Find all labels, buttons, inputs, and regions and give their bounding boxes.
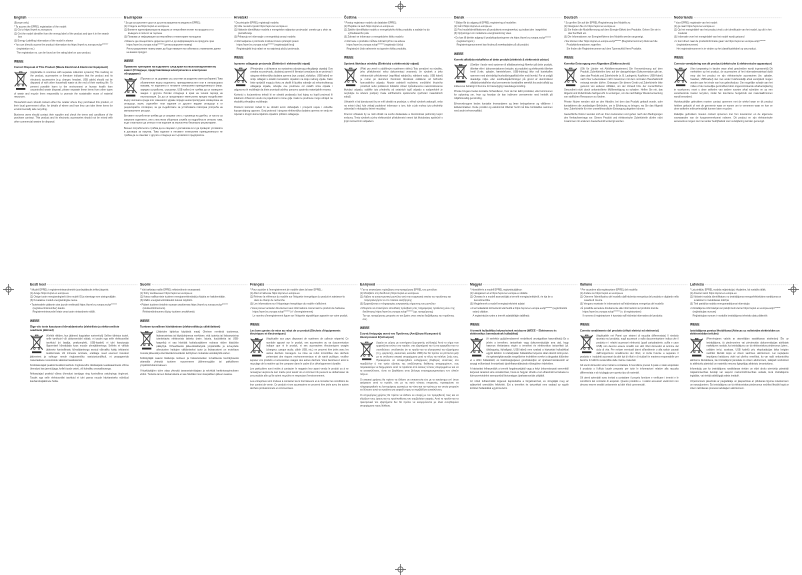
- registration-note: Регистрационният номер може да бъде намерен на табелката с номинални данни на вашия продукт.: [124, 47, 223, 54]
- weee-paragraph: Uživatelé z řad domácností by se měli obrátit na prodejce, u něhož výrobek zakoupili, nebo na místní úřad, kde získají podrobné informace o tom, kde a jak mohou tyto předměty odevzdat k ekologicky šetrné recyklaci.: [344, 100, 443, 111]
- eprel-step: (1) Andare su https://eprel.ec.europa.eu: [580, 292, 679, 296]
- weee-paragraph: Yrityskäyttäjien tulee ottaa yhteyttä tavarantoimittajaan ja selvittää hankintasopimuksen ehdot. Tuotetta tai sen lisävarusteita ei saa hävittää muun kaupallisen jätteen seassa.: [140, 369, 239, 376]
- weee-paragraph: Private brugere bedes kontakte forhandleren, hvor de har købt produktet, eller kommunen for oplysning om, hvor og hvordan de kan indlevere ovennævnte med henblik på miljøforsvarlig genvinding.: [454, 90, 553, 101]
- weee-paragraphs: [360, 341, 459, 408]
- weee-body: [30, 334, 129, 383]
- eprel-intro: * Pour accéder à l'enregistrement de modèle dans la base EPREL :: [250, 288, 349, 292]
- weee-crossed-bin-icon: [470, 338, 483, 357]
- language-name: English: [14, 16, 28, 20]
- weee-paragraph: Gli utenti domestici sono invitati a contattare il rivenditore presso il quale è stato acquistato il prodotto o l'ufficio locale preposto per tutte le informazioni relative alla raccolta differenziata e al riciclaggio per questo tipo di materiali.: [580, 364, 679, 375]
- eprel-step: (2) Nabavite identifikator modela s energetske naljepnice proizvoda i unesite ga u okvir za pretraživanje: [234, 28, 333, 35]
- registration-note: A regisztrációs szám a termék adattábláján található.: [470, 314, 569, 318]
- weee-title: Izstrādājuma pareiza likvidēšana (Attiecas uz nolietotām elektriskām un elektroniskām ierīcēm): [690, 329, 789, 336]
- eprel-steps: [344, 25, 443, 39]
- registration-mark-icon-bottom: [395, 564, 406, 575]
- eprel-steps: [124, 25, 223, 39]
- weee-paragraph: Erhvervsbrugere bedes kontakte leverandøren og læse betingelserne og vilkårene i købekontrakten. Dette produkt og elektronisk tilbehør hertil må ikke bortskaffes sammen med andet erhvervsaffald.: [454, 102, 553, 113]
- eprel-step: (2) Get the model identifier from the energy label of the product and type it in the search box: [14, 32, 113, 39]
- weee-paragraph: Business users should contact their supplier and check the terms and conditions of the purchase contract. This product and its electronic accessories should not be mixed with other commercial wastes for disposal.: [14, 113, 113, 124]
- weee-paragraph: (Applicable aux pays disposant de systèmes de collecte séparée) Ce symbole apposé sur le produit, ses accessoires ou sa documentation indique que ni le produit, ni ses accessoires électroniques usagés (chargeur, casque audio, câble USB, etc.) ne peuvent être jetés avec les autres déchets ménagers. La mise au rebut incontrôlée des déchets présentant des risques environnementaux et de santé publique, veuillez séparer vos produits et accessoires usagés des autres déchets. Vous favoriserez ainsi le recyclage de la matière qui les compose dans le cadre d'un développement durable.: [250, 337, 349, 365]
- eprel-step: (1) Avage https://eprel.ec.europa.eu: [30, 292, 129, 296]
- eprel-step: (3) Показва се информация за енергийното етикетиране на модела: [124, 35, 223, 39]
- weee-body: [564, 67, 663, 123]
- language-header: [564, 16, 671, 20]
- eprel-direct-access: • Izstrādājuma informācijai var piekļūt tieši vietnē https://eprel.ec.europa.eu/qr/****** (reģistrācijas numurs): [690, 307, 789, 314]
- eprel-step: (1) Přejděte na web https://eprel.ec.europa.eu: [344, 25, 443, 29]
- eprel-steps: [674, 25, 773, 39]
- eprel-steps: [140, 292, 239, 303]
- language-header: [234, 16, 341, 20]
- eprel-steps: [564, 25, 663, 39]
- weee-paragraph: (Applicabile nei Paesi con sistemi di raccolta differenziata) Il simbolo riportato sul prodotto, sugli accessori o sulla documentazione indica che il prodotto e i relativi accessori elettronici (quali caricabatterie, cuffia e cavo USB) non devono essere smaltiti con altri rifiuti domestici al termine del ciclo di vita. Per evitare eventuali danni all'ambiente o alla salute causati dall'inopportuno smaltimento dei rifiuti, si invita l'utente a separare il prodotto e i suddetti accessori da altri tipi di rifiuti e di riciclarli in maniera responsabile per favorire il riutilizzo sostenibile delle risorse materiali.: [580, 334, 679, 362]
- eprel-steps: [250, 292, 349, 306]
- weee-heading: WEEE: [690, 323, 789, 327]
- language-name: Deutsch: [564, 16, 579, 20]
- registration-note: Sie finden die Registriernummer auf dem Typenschild Ihres Produkts.: [564, 47, 663, 51]
- language-block-7: [674, 16, 773, 125]
- weee-paragraph: Private Nutzer wenden sich an den Händler, bei dem das Produkt gekauft wurde, oder kontaktieren die zuständigen Behörden, um in Erfahrung zu bringen, wo Sie das Altgerät bzw. Zubehörteile für eine umweltfreundliche Entsorgung abgeben können.: [564, 100, 663, 111]
- weee-paragraph: (A szelektív gyűjtőrendszerrel rendelkező országokban használható) Ez a jelzés a terméken, tartozékain vagy dokumentációján arra utal, hogy hasznos élettartama végén a terméket és elektronikus tartozékait (pl. töltőegység, fejhallgató, USB kábel) nem szabad a háztartási hulladékkal együtt kidobni. A szabálytalan hulladékba helyezés által okozott környezet- és egészségkárosodás megelőzése érdekében ezeket a tárgyakat különítse el a többi hulladéktól, és felelősségteljesen gondoskodjon az újrahasznosításukról az anyagi erőforrások fenntartható újrafelhasználásának elősegítése érdekében.: [470, 337, 569, 365]
- eprel-direct-access: • Du kan få direkte adgang til produktoplysningerne via https://eprel.ec.europa.eu/qr/****** (registreringsnr.): [454, 36, 553, 43]
- language-block-3: [234, 16, 333, 118]
- eprel-step: (2) Relevez la référence du modèle sur l'étiquette énergétique du produit et saisissez-la dans le champ de recherche: [250, 295, 349, 302]
- eprel-direct-access: • You can directly access the product information via https://eprel.ec.europa.eu/qr/****** (registration no.): [14, 43, 113, 50]
- registration-note: Τον αρ. καταχώρισης μπορείτε να τον βρείτε στην ετικέτα διαβάθμισης του προϊόντος σας.: [360, 314, 459, 321]
- language-name: Hrvatski: [234, 16, 249, 20]
- weee-paragraphs: [454, 63, 553, 112]
- eprel-step: (3) Tiek parādīta modeļa energomarķējuma informācija: [690, 302, 789, 306]
- weee-paragraph: Бизнес потребителите трябва да се свържат с доставчика си и да проверят условията в договора за покупка. Това изделие и неговите електронни принадлежности не трябва да се смесват с другите отпадъци на търговското предприятие.: [124, 127, 223, 138]
- eprel-step: (1) Μεταβείτε στη διεύθυνση https://eprel.ec.europa.eu: [360, 292, 459, 296]
- weee-paragraph: Gli utenti aziendali sono invitati a contattare il proprio fornitore e verificare i termini e le condizioni del contratto di acquisto. Questo prodotto e i relativi accessori elettronici non devono essere smaltiti unitamente ad altri rifiuti commerciali.: [580, 376, 679, 387]
- language-header: [674, 16, 781, 20]
- weee-body: [470, 337, 569, 390]
- eprel-steps: [454, 25, 553, 36]
- weee-body: [360, 341, 459, 408]
- eprel-step: (2) Ottenere l'identificativo del modello dall'etichetta energetica del prodotto e digitarlo nella casella di ricerca: [580, 295, 679, 302]
- weee-paragraphs: [470, 337, 569, 390]
- eprel-step: (2) Вземете идентификатора на модела от енергийния етикет на продукта и го въведете в полето за търсене: [124, 28, 223, 35]
- eprel-steps: [690, 292, 789, 306]
- language-name: Suomi: [140, 283, 152, 287]
- registration-note: Registracijski broj nalazi se na natpisnoj pločici proizvoda.: [234, 47, 333, 51]
- registration-mark-icon-left: [3, 284, 14, 295]
- eprel-intro: * Per accedere alla registrazione EPREL del modello:: [580, 288, 679, 292]
- weee-paragraph: Poslovni korisnici trebali bi se obratiti svom dobavljaču i provjeriti uvjete i odredbe kupoprodajnog ugovora. Ovaj proizvod i njegova elektronička dodatna oprema ne smiju se miješati s drugim komercijalnim otpadom prilikom odlaganja.: [234, 106, 333, 117]
- eprel-step: (3) Εμφανίζονται οι πληροφορίες ενεργειακής σήμανσης του μοντέλου: [360, 302, 459, 306]
- weee-paragraph: Korisnici u kućanstvima trebali bi se obratiti prodavaču kod kojeg su kupili proizvod ili lokalnom državnom uredu za pojedinosti o tome gdje i kako te predmete mogu odnijeti na ekološki prihvatljivo recikliranje.: [234, 93, 333, 104]
- weee-title: Tuotteen turvallinen hävittäminen (elektroniikka ja sähkölaitteet): [140, 325, 239, 328]
- weee-heading: WEEE: [674, 56, 773, 60]
- eprel-direct-access: • Sie können über https://eprel.ec.europa.eu/qr/****** (Registriernummer) direkt auf die Produktinformationen zugreifen.: [564, 40, 663, 47]
- weee-heading: WEEE: [250, 323, 349, 327]
- eprel-direct-access: • Μπορείτε να αποκτήσετε απευθείας πρόσβαση στις πληροφορίες προϊόντος μέσω της διεύθυνσης https://eprel.ec.europa.eu/qr/****** (αρ. καταχώρισης): [360, 307, 459, 314]
- eprel-step: (1) Atveriet vietni https://eprel.ec.europa.eu: [690, 292, 789, 296]
- registration-note: Registrační číslo naleznete na typovém štítku produktu.: [344, 47, 443, 51]
- eprel-intro: * Για να αποκτήσετε πρόσβαση στην καταχώριση EPREL του μοντέλου:: [360, 288, 459, 292]
- weee-title: Správná likvidace výrobku (Elektrický a elektronický odpad): [344, 62, 443, 65]
- language-name: Nederlands: [674, 16, 694, 20]
- eprel-intro: * So greifen Sie auf die EPREL-Registrierung des Modells zu:: [564, 21, 663, 25]
- language-block-14: [690, 283, 789, 392]
- language-block-6: [564, 16, 663, 125]
- language-header: [580, 283, 687, 287]
- registration-note: Le numéro d'enregistrement figure sur l'étiquette signalétique apposée sur votre produit.: [250, 314, 349, 318]
- weee-title: Ispravno odlaganje proizvoda (Električni i elektronički otpad): [234, 62, 333, 65]
- eprel-step: (2) Λάβετε το αναγνωριστικό μοντέλου από την ενεργειακή ετικέτα του προϊόντος και πληκτρολογήστε το στο πλαίσιο αναζήτησης: [360, 295, 459, 302]
- language-block-2: [124, 16, 223, 139]
- language-name: Dansk: [454, 16, 466, 20]
- weee-paragraph: Firemní uživatelé by se měli obrátit na svého dodavatele a zkontrolovat podmínky kupní smlouvy. Tento výrobek a jeho elektronické příslušenství nesmí být likvidovány společně s jiným komerčním odpadem.: [344, 113, 443, 124]
- weee-paragraph: (Gælder i lande med systemer til affaldssortering) Mærket på dette produkt, tilbehør eller i dokumentationen betyder, at produktet og elektronisk tilbehør hertil (f.eks. oplader, høretelefoner, USB-ledning) ikke må bortskaffes sammen med almindeligt husholdningsaffald efter endt levetid. For at undgå skadelige miljø- eller sundhedspåvirkninger på grund af ukontrolleret affaldsbortskaffelse skal ovennævnte bortskaffes særskilt fra andet affald og indleveres behørigt til fremme for bæredygtig materialegenvinding.: [454, 63, 553, 88]
- eprel-step: (1) Siirry osoitteeseen https://eprel.ec.europa.eu: [140, 292, 239, 296]
- language-block-5: [454, 16, 553, 114]
- language-name: Eesti keel: [30, 283, 47, 287]
- eprel-step: (3) Die Informationen zur Energieeffizienz des Modells werden angezeigt.: [564, 35, 663, 39]
- eprel-step: (1) Allez à l'adresse https://eprel.ec.europa.eu: [250, 292, 349, 296]
- eprel-step: (1) Idite na web-mjesto https://eprel.ec.europa.eu: [234, 25, 333, 29]
- weee-body: [250, 337, 349, 390]
- language-name: Latviešu: [690, 283, 705, 287]
- language-block-10: [250, 283, 349, 392]
- eprel-steps: [30, 292, 129, 303]
- weee-paragraph: Az üzleti felhasználók lépjenek kapcsolatba a forgalmazóval, és vizsgálják meg az adásvételi szerződés feltételeit. Ezt a terméket és tartozékait nem szabad az egyéb közületi hulladékkal együtt kezelni.: [470, 380, 569, 391]
- weee-title: Õige viis toote kasutusest kõrvaldamiseks (elektriliste ja elektrooniliste seadmete jäätmed): [30, 325, 129, 332]
- language-block-1: [14, 16, 113, 125]
- language-block-12: [470, 283, 569, 392]
- eprel-step: (3) Kuvatakse mudeli energiamärgise teave.: [30, 299, 129, 303]
- weee-heading: WEEE: [344, 56, 443, 60]
- eprel-intro: * Mudeli EPREL-i registreerimisandmetele juurdepääsuks tehke järgmist:: [30, 288, 129, 292]
- eprel-direct-access: • Pääset tuotteen tietoihin suoraan osoitteessa https://eprel.ec.europa.eu/qr/****** (rekisteröintinumero).: [140, 303, 239, 310]
- eprel-step: (3) Energy Labelling information of the model is shown: [14, 39, 113, 43]
- eprel-direct-access: • Vous pouvez accéder directement aux informations concernant le produit via l'adresse https://eprel.ec.europa.eu/qr/****** (n° d'enregistrement): [250, 307, 349, 314]
- weee-title: Correcte verwijdering van dit product (elektrische & elektronische apparatuur): [674, 62, 773, 65]
- eprel-step: (2) Nolasiet modeļa identifikatoru no izstrādājuma energoefektivitātes marķējuma un ierakstiet to meklēšanas lodziņā: [690, 295, 789, 302]
- eprel-steps: [14, 28, 113, 42]
- weee-paragraph: (Прилага се за държави със системи за разделно сметосъбиране) Това обозначение върху изделието, принадлежностите или в литературата показва, че изделието и неговите електронни принадлежности (напр. зарядно устройство, слушалки, USB кабел) не трябва да се изхвърлят заедно с другите битови отпадъци в края на техния период на експлоатация. За да се предотврати евентуално вредно въздействие върху околната среда или човешкото здраве поради неконтролируемо изхвърляне на отпадъци, моля, отделяйте тези изделия от другите видове отпадъци и ги рециклирайте отговорно, за да съдействате за устойчивата повторна употреба на материалните ресурси.: [124, 77, 223, 112]
- eprel-step: (2) Katso mallitunniste tuotteen energiamerkinnästä ja kirjoita se hakukenttään.: [140, 295, 239, 299]
- weee-body: [690, 337, 789, 390]
- eprel-step: (2) Olvassa le a modell azonosítóját a termék energiacímkéjéről, és írja be a keresőmezőbe: [470, 295, 569, 302]
- language-name: Čeština: [344, 16, 358, 20]
- weee-title: Korrekte Entsorgung von Altgeräten (Elektroschrott): [564, 62, 663, 65]
- weee-crossed-bin-icon: [250, 338, 263, 357]
- weee-crossed-bin-icon: [234, 68, 247, 87]
- eprel-step: (3) Informatie over het energielabel van het model wordt getoond: [674, 35, 773, 39]
- weee-paragraph: (Jätteiden lajittelua käyttävät maat) Oheinen merkintä tuotteessa, lisävarusteissa tai käyttöohjeessa merkitsee, että tuotetta tai lisävarusteina toimitettavia elektronisia laitteita (esim. laturia, kuulokkeita tai USB-kaapelia) ei saa hävittää kotitalousjätteen mukana niiden käyttöiän päätyttyä. Virheellisestä jätteenkäsittelystä ympäristölle ja terveydelle aiheutuvien haittojen välttämiseksi tuote ja lisävarusteet on eroteltava muusta jätteestä ja kierrätettävä kestävän kehityksen mukaista uusiokäyttöä varten.: [140, 330, 239, 355]
- eprel-step: (2) Sie finden die Modellkennung auf dem Energie-Etikett des Produkts. Geben Sie sie in das Suchfeld ein.: [564, 28, 663, 35]
- weee-paragraph: Huishoudelijke gebruikers moeten contact opnemen met de winkel waar ze dit product hebben gekocht of met de gemeente waar ze wonen om te vernemen waar en hoe ze deze artikelen milieuvriendelijk kunnen laten recyclen.: [674, 100, 773, 111]
- language-block-9: [140, 283, 239, 378]
- registration-note: Reģistrācijas numurs ir norādīts izstrādājuma tehnisko datu plāksnītē.: [690, 314, 789, 318]
- weee-paragraphs: [234, 67, 333, 116]
- eprel-step: (1) ga naar https://eprel.ec.europa.eu: [674, 25, 773, 29]
- weee-heading: WEEE: [124, 59, 223, 63]
- weee-paragraph: Zakelijke gebruikers moeten contact opnemen met hun leverancier en de algemene voorwaarden van de koopovereenkomst nalezen. Dit product en zijn elektronische accessoires mogen niet met ander bedrijfsafval voor verwijdering worden gemengd.: [674, 113, 773, 124]
- eprel-intro: * Hozzáférés a modell EPREL regisztrációjához:: [470, 288, 569, 292]
- weee-paragraph: Household users should contact either the retailer where they purchased this product, or their local government office, for details of where and how they can take these items for environmentally safe recycling.: [14, 101, 113, 112]
- weee-body: [674, 67, 773, 123]
- eprel-step: (2) Otsige toote energiamärgiselt üles mudeli ID ja sisestage see otsinguväljale.: [30, 295, 129, 299]
- language-header: [470, 283, 577, 287]
- weee-paragraph: (Applicable in countries with separate collection systems) This marking on the product, accessories or literature indicates that the product and its electronic accessories (e.g. charger, headset, USB cable) should not be disposed of with other household waste at the end of their working life. To prevent possible harm to the environment or human health from uncontrolled waste disposal, please separate these items from other types of waste and recycle them responsibly to promote the sustainable reuse of material resources.: [14, 71, 113, 99]
- weee-paragraphs: [690, 337, 789, 390]
- weee-body: [124, 77, 223, 137]
- language-name: Italiano: [580, 283, 594, 287]
- weee-crossed-bin-icon: [690, 338, 703, 357]
- weee-heading: WEEE: [234, 56, 333, 60]
- weee-paragraphs: [140, 330, 239, 376]
- eprel-steps: [580, 292, 679, 306]
- weee-heading: WEEE: [360, 326, 459, 330]
- weee-title: Corretto smaltimento del prodotto (rifiuti elettrici ed elettronici): [580, 329, 679, 332]
- weee-heading: WEEE: [30, 319, 129, 323]
- language-block-11: [360, 283, 459, 409]
- eprel-direct-access: • Informace o produktu můžete zobrazit přímo na adrese https://eprel.ec.europa.eu/qr/****** (registrační číslo): [344, 40, 443, 47]
- language-header: [360, 283, 467, 287]
- weee-title: Правилно третиране на изделието след края на експлоатационния му живот (Отпадъци, представляващи електрическо и електронно оборудване): [124, 65, 223, 75]
- language-name: Ελληνικά: [360, 283, 376, 287]
- weee-heading: WEEE: [140, 319, 239, 323]
- eprel-step: (3) Megjelennek a modell energiacímkézési adatai: [470, 302, 569, 306]
- weee-paragraph: A háztartási felhasználók a termék forgalmazójától vagy a helyi önkormányzati szervektől kérjenek tanácsot arra vonatkozóan, hová és hogyan vihetik el az elhasznált termékeket a környezetvédelmi szempontból biztonságos újrahasznosítás céljából.: [470, 367, 569, 378]
- eprel-step: (2) Find modelidentifikationen på produktets energimærkat, og indtast den i søgefeltet: [454, 28, 553, 32]
- weee-paragraph: (Van toepassing in landen waar afval gescheiden wordt ingezameld) Dit merkteken op het product, de accessoires of het informatiemateriaal duidt erop dat het product en zijn elektronische accessoires (bv. oplader, headset, USB-kabel) niet met ander huishoudelijk afval verwijderd mogen worden aan het einde van hun gebruiksduur. Om mogelijke schade aan het milieu of de menselijke gezondheid door ongecontroleerde afvalverwijdering te voorkomen, moet u deze artikelen van andere soorten afval scheiden en op een verantwoorde manier recyclen, zodat het duurzame hergebruik van materiaalbronnen wordt bevorderd.: [674, 67, 773, 99]
- language-name: Français: [250, 283, 266, 287]
- registration-note: Rekisteröintinumero löytyy tuotteen arvokilvestä.: [140, 310, 239, 314]
- weee-paragraphs: [124, 77, 223, 137]
- weee-heading: WEEE: [580, 323, 679, 327]
- eprel-intro: * За да осъществите достъп до регистрацията на модела в EPREL:: [124, 21, 223, 25]
- eprel-step: (3) Zobrazí se informace o energetickém štítku modelu: [344, 35, 443, 39]
- weee-paragraphs: [674, 67, 773, 123]
- language-header: [14, 16, 121, 20]
- eprel-intro: * Sådan får du adgang til EPREL-registrering af modellen:: [454, 21, 553, 25]
- weee-paragraph: Ärikasutajad peaksid võtma ühendust tarnijaga ning kontrollima ostulepingu tingimusi. Toodet ega selle elektroonilisi tarvikuid ei tohi panna muude hävitamiseks mõeldud kaubandusjäätmete hulka.: [30, 372, 129, 383]
- eprel-step: (1) Látogasson el a https://eprel.ec.europa.eu oldalra: [470, 292, 569, 296]
- eprel-intro: * Lai piekļūtu EPREL modeļa reģistrācijai, rīkojieties, kā norādīts tālāk.: [690, 288, 789, 292]
- weee-paragraphs: [344, 67, 443, 123]
- eprel-step: (3) Prikazuju se informacije o energetskoj oznaci modela: [234, 35, 333, 39]
- eprel-direct-access: • Informacijama o proizvodu možete izravno pristupiti putem https://eprel.ec.europa.eu/qr/****** (registracijski broj): [234, 40, 333, 47]
- weee-paragraph: Les entreprises sont invitées à contacter leurs fournisseurs et à consulter les conditions de leur contrat de vente. Ce produit et ses accessoires ne peuvent être jetés avec les autres déchets professionnels et commerciaux.: [250, 380, 349, 391]
- eprel-step: (2) Zjistěte identifikátor modelu z energetického štítku produktu a zadejte ho do vyhledávacího pole: [344, 28, 443, 35]
- weee-paragraph: Битовите потребители трябва да се свържат или с търговеца на дребно, от когото са закупили изделието, или с местната общинска служба за подробности относно това, къде и как могат да отнесат тези изделия за екологично безопасно рециклиране.: [124, 114, 223, 125]
- language-block-4: [344, 16, 443, 125]
- weee-paragraphs: [580, 334, 679, 387]
- weee-body: [140, 330, 239, 376]
- weee-heading: WEEE: [470, 323, 569, 327]
- registration-note: Het registratienummer is te vinden op het classificatielabel op uw product.: [674, 47, 773, 51]
- eprel-steps: [470, 292, 569, 306]
- eprel-direct-access: • U kunt direct naar de productinformatie gaan via https://eprel.ec.europa.eu/qr/****** (registratienummer): [674, 40, 773, 47]
- weee-paragraph: Οι οικιακοί χρήστες θα πρέπει να έλθουν σε επικοινωνία είτε με το κατάστημα απ' όπου αγόρασαν αυτό το προϊόν, είτε με τις κατά τόπους υπηρεσίες, προκειμένου να πληροφορηθούν τις λεπτομέρειες σχετικά με τον τόπο και τον τρόπο με τον οποίο μπορούν να δώσουν αυτά τα προϊόντα για ασφαλή προς το περιβάλλον ανακύκλωση.: [360, 378, 459, 392]
- weee-crossed-bin-icon: [30, 335, 43, 354]
- eprel-steps: [360, 292, 459, 306]
- weee-body: [454, 63, 553, 112]
- weee-crossed-bin-icon: [360, 342, 373, 361]
- eprel-step: (3) Vengono mostrate le informazioni sull'etichettatura energetica del modello: [580, 302, 679, 306]
- language-header: [454, 16, 561, 20]
- weee-heading: WEEE: [14, 60, 113, 64]
- weee-paragraphs: [564, 67, 663, 123]
- eprel-step: (1) Go to https://eprel.ec.europa.eu: [14, 28, 113, 32]
- weee-paragraphs: [30, 334, 129, 383]
- weee-crossed-bin-icon: [674, 68, 687, 87]
- eprel-step: (1) Navigieren Sie zu https://eprel.ec.europa.eu: [564, 25, 663, 29]
- weee-paragraph: (Ισχύει σε χώρες με συστήματα ξεχωριστής συλλογής) Αυτό το σήμα που εμφανίζεται επάνω στο προϊόν, στα εξαρτήματά του ή στα εγχειρίδια που το συνοδεύουν, υποδεικνύει ότι το προϊόν και τα ηλεκτρονικά του εξαρτήματα (π.χ. φορτιστής, ακουστικά, καλώδιο USB) δεν θα πρέπει να ρίπτονται μαζί με τα υπόλοιπα οικιακά απορρίμματα μετά το τέλος του κύκλου ζωής τους. Προκειμένου να αποφευχθούν ενδεχόμενες βλαβερές συνέπειες στο περιβάλλον ή την υγεία εξαιτίας της ανεξέλεγκτης διάθεσης απορριμμάτων, σας παρακαλούμε να διαχωρίσετε αυτά τα προϊόντα από άλλους τύπους απορριμμάτων και να τα ανακυκλώσετε, ώστε να βοηθήσετε στην βιώσιμη επαναχρησιμοποίηση των υλικών πόρων.: [360, 341, 459, 376]
- language-header: [140, 283, 247, 287]
- weee-paragraph: (Primjenjivo u državama sa sustavima odvojenog prikupljanja otpada) Ova oznaka na proizvodu, dodatnoj opremi ili literaturi označava da se proizvod i njegova elektronička dodatna oprema (npr. punjač, slušalice, USB kabel) ne smiju odlagati s ostalim kućanskim otpadom na kraju radnog vijeka. Kako biste spriječili moguću štetu za okoliš ili ljudsko zdravlje od nekontroliranog odlaganja otpada, odvojite ove predmete od ostalih vrsta otpada i odgovorno ih reciklirajte da biste promicali održivu ponovnu upotrebu materijalnih resursa.: [234, 67, 333, 92]
- language-header: [344, 16, 451, 20]
- weee-crossed-bin-icon: [140, 331, 153, 350]
- language-block-13: [580, 283, 679, 388]
- eprel-intro: * Da pristupite EPREL registraciji modela:: [234, 21, 333, 25]
- eprel-direct-access: • Можете да осъществите директен достъп до информацията за продукта чрез https://eprel.ec.europa.eu/qr/****** (регистрационен номер): [124, 40, 223, 47]
- language-header: [30, 283, 137, 287]
- eprel-intro: * Voit tarkistaa mallin EPREL-rekisteröinnin seuraavasti:: [140, 288, 239, 292]
- language-name: Magyar: [470, 283, 483, 287]
- weee-crossed-bin-icon: [580, 335, 593, 354]
- weee-body: [580, 334, 679, 387]
- weee-paragraph: (Platí pro země s odděleným systémem sběru) Toto označení na výrobku, jeho příslušenství nebo dokumentaci znamená, že výrobek a jeho elektronické příslušenství (například nabíječku, náhlavní sadu, USB kabel) je nutné po skončení životnosti likvidovat odděleně od běžného komunálního odpadu. Abyste zabránili možnému znečištění životního prostředí nebo poškození lidského zdraví způsobenému nekontrolovanou likvidací odpadu, oddělte tyto předměty od ostatních typů odpadu a zodpovědně je recyklujte za účelem podpory trvale udržitelného opětovného využívání materiálních zdrojů.: [344, 67, 443, 99]
- language-header: [250, 283, 357, 287]
- language-name: Български: [124, 16, 144, 20]
- eprel-intro: * To access the EPREL registration of the model:: [14, 25, 113, 29]
- eprel-step: (1) Gå til https://eprel.ec.europa.eu: [454, 25, 553, 29]
- weee-paragraph: (Kehtib riikides, kus jäätmed kogutakse sorteeritult) Selline tähistus tootel, selle tarvikutel või dokumentidel näitab, et toodet ega selle elektroonilisi tarvikuid (nt laadija, peakomplekt, USB-kaabel) ei tohi kasutusaja lõppemisel kõrvaldada koos muude olmejäätmetega. Selleks et vältida jäätmete kontrollimatu kõrvaldamisega seotud võimaliku kahju tekitamist keskkonnale või inimeste tervisele, eraldage need esemed muudest jäätmetest ja suhtuge nende ringlussevõttu vastutustundlikult, et propageerida materiaalsete ressursside säästvat taaskasutust.: [30, 334, 129, 362]
- eprel-direct-access: • È possibile accedere direttamente alle informazioni sul prodotto tramite https://eprel.ec.europa.eu/qr/****** (n. di registrazione): [580, 307, 679, 314]
- language-header: [124, 16, 231, 20]
- weee-paragraphs: [14, 71, 113, 124]
- weee-crossed-bin-icon: [344, 68, 357, 87]
- weee-crossed-bin-icon: [124, 78, 137, 97]
- weee-title: A termék hulladékba helyezésének módszere (WEEE – Elektromos és elektronikus berendezések hulladékai): [470, 329, 569, 336]
- weee-paragraphs: [250, 337, 349, 390]
- weee-paragraph: (Piemērojams valstīs ar atsevišķām savākšanas sistēmām) Šis uz izstrādājuma, tā piederumiem vai pievienotās dokumentācijas attēlotais marķējums norāda, ka izstrādājumu un tā elektroniskos piederumus (piem., uzlādes ierīci, austiņas, USB kabeli) pēc ekspluatācijas laika beigām nedrīkst likvidēt kopā ar citiem sadzīves atkritumiem. Lai nepieļautu iespējamo kaitējumu videi vai cilvēku veselībai, ko var radīt nekontrolēta atkritumu likvidēšana, šie izstrādājumi jānodala no citiem atkritumiem, tādējādi nodrošinot to atbilstošu pārstrādi un materiālu resursu ilgtspējīgu atkārtotu izmantošanu.: [690, 337, 789, 365]
- weee-paragraph: Kodukasutajad peaksid keskkonnaohutu ringlussevõtu üksikasjade teadasaamiseks võtma ühendust kas jaemüüjaga, kellelt toode osteti, või kohaliku omavalitsusega.: [30, 364, 129, 371]
- eprel-intro: * Postup registrace modelu do databáze EPREL:: [344, 21, 443, 25]
- weee-paragraph: Kotikäyttäjät saavat lisätietoja tuotteen ja lisävarusteiden turvallisesta kierrätyksestä ottamalla yhteyttä tuotteen myyneeseen jälleenmyyjään tai paikalliseen ympäristöviranomaiseen.: [140, 357, 239, 368]
- registration-note: Il numero di registrazione è riportato sull'etichetta informativa del prodotto.: [580, 314, 679, 318]
- weee-title: Korrekt affaldsbortskaffelse af dette produkt (elektrisk & elektronisk udstyr): [454, 58, 553, 61]
- eprel-step: (3) Mallin energiamerkintätiedot tulevat näyttöön.: [140, 299, 239, 303]
- registration-note: Registreerimisnumbri leiate oma toote nimiandmete sildilt.: [30, 310, 129, 314]
- weee-title: Les bons gestes de mise au rebut de ce produit (Déchets d'équipements électriques et électroniques): [250, 329, 349, 336]
- weee-paragraph: Informāciju par šo izstrādājumu savākšanas vietām un videi drošu otrreizējo pārstrādi mājsaimniecības lietotāji var saņemt mazumtirdzniecības veikalā, kurā izstrādājums iegādāts, vai vietējā atbildīgajā valsts iestādē.: [690, 367, 789, 378]
- registration-note: The registration no. can be found on the rating label on your product.: [14, 51, 113, 55]
- weee-body: [234, 67, 333, 116]
- registration-note: Registreringsnummeret kan findes på mærkepladen på dit produkt.: [454, 43, 553, 47]
- eprel-direct-access: • Tooteteabele pääsete otse juurde veebisaidi https://eprel.ec.europa.eu/qr/****** (registreerimisnumber) kaudu.: [30, 303, 129, 310]
- language-block-8: [30, 283, 129, 385]
- weee-crossed-bin-icon: [14, 71, 27, 90]
- region-note: (Europe only): [14, 21, 113, 25]
- weee-crossed-bin-icon: [564, 68, 577, 87]
- weee-paragraph: Οι επιχειρήσεις-χρήστες θα πρέπει να έλθουν σε επαφή με τον προμηθευτή τους και να ελέγξουν τους όρους και τις προϋποθέσεις του συμβολαίου αγοράς. Αυτό το προϊόν και τα ηλεκτρονικά του εξαρτήματα δεν θα πρέπει να αναμιγνύονται με άλλα συνηθισμένα απορρίμματα προς διάθεση.: [360, 394, 459, 408]
- weee-heading: WEEE: [454, 52, 553, 56]
- eprel-steps: [234, 25, 333, 39]
- weee-body: [344, 67, 443, 123]
- weee-paragraph: Uzņēmumiem jāsazinās ar piegādātāju un jāiepazīstas ar pirkšanas līguma noteikumiem un nosacījumiem. Šo izstrādājumu un tā elektroniskos piederumus nedrīkst likvidēt kopā ar citiem ražošanas procesā radušajiem atkritumiem.: [690, 380, 789, 391]
- eprel-intro: * Voor EPREL-registratie van het model:: [674, 21, 773, 25]
- weee-paragraph: Les particuliers sont invités à contacter le magasin leur ayant vendu le produit ou à se renseigner auprès de leur mairie pour savoir où et comment ils peuvent se débarrasser de ces produits afin qu'ils soient recyclés en respectant l'environnement.: [250, 367, 349, 378]
- weee-title: Σωστή Απόρριψη αυτού του Προϊόντος (Απόβλητα Ηλεκτρικού & Ηλεκτρονικού Εξοπλισμού): [360, 332, 459, 339]
- weee-crossed-bin-icon: [454, 64, 467, 83]
- eprel-step: (1) Отидете на https://eprel.ec.europa.eu: [124, 25, 223, 29]
- eprel-step: (2) Op het energielabel van het product vindt u de identificatie van het model, typ dit in het zoekvak: [674, 28, 773, 35]
- eprel-step: (3) Les informations sur l'étiquetage énergétique du modèle s'affichent: [250, 302, 349, 306]
- language-header: [690, 283, 797, 287]
- registration-mark-icon-top: [395, 1, 406, 12]
- eprel-direct-access: • A termékadatok közvetlenül elérhetők a https://eprel.ec.europa.eu/qr/****** (regisztrációs szám) oldalon.: [470, 307, 569, 314]
- eprel-step: (3) Oplysninger om modellens energimærkning vises: [454, 32, 553, 36]
- weee-paragraph: (Gilt für Länder mit Abfalltrennsystemen) Die Kennzeichnung auf dem Produkt, Zubehörteilen bzw. auf der dazugehörigen Dokumentation gibt an, dass das Produkt und Zubehörteile (z. B. Ladegerät, Kopfhörer, USB-Kabel) nach ihrer Lebensdauer nicht zusammen mit dem normalen Haushaltsmüll entsorgt werden dürfen. Entsorgen Sie dieses Gerät und Zubehörteile bitte getrennt von anderen Abfällen, um der Umwelt bzw. der menschlichen Gesundheit nicht durch unkontrollierte Müllbeseitigung zu schaden. Helfen Sie mit, das Altgerät und Zubehörteile fachgerecht zu entsorgen, um die nachhaltige Wiederverwertung von stofflichen Ressourcen zu fördern.: [564, 67, 663, 99]
- weee-heading: WEEE: [564, 56, 663, 60]
- weee-paragraph: Gewerbliche Nutzer wenden sich an ihren Lieferanten und gehen nach den Bedingungen des Verkaufsvertrags vor. Dieses Produkt und elektronische Zubehörteile dürfen nicht zusammen mit anderem Gewerbemüll entsorgt werden.: [564, 113, 663, 124]
- weee-title: Correct Disposal of This Product (Waste Electrical & Electronic Equipment): [14, 66, 113, 69]
- weee-body: [14, 71, 113, 124]
